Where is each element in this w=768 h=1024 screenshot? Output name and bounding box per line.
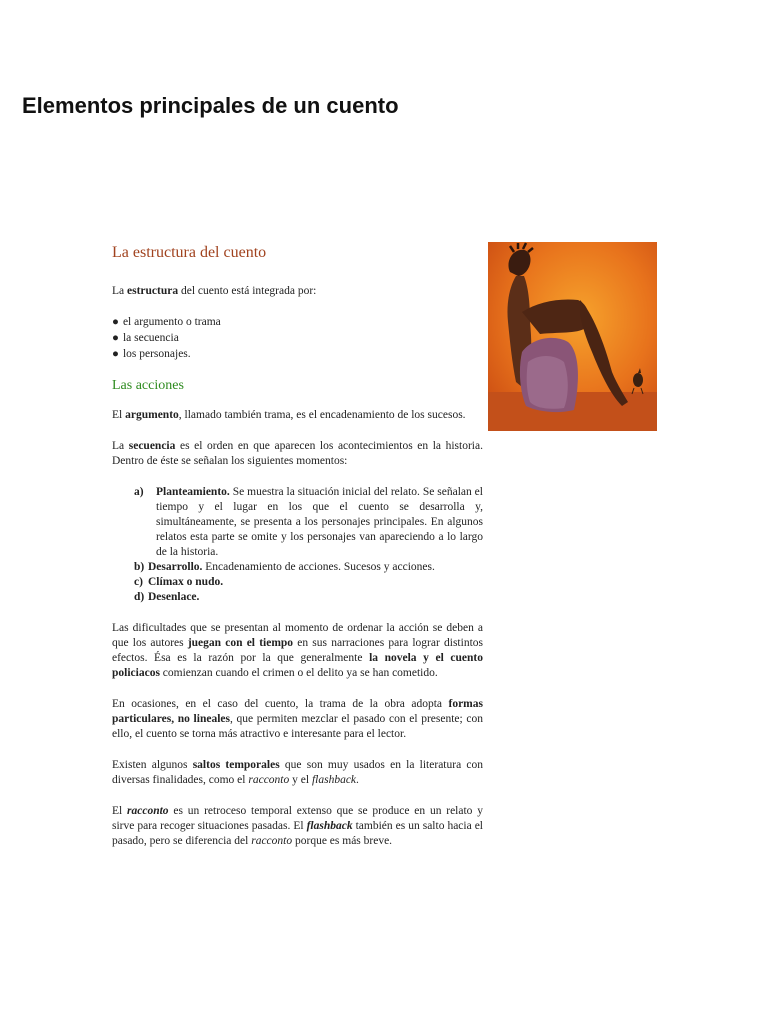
list-item: c) Clímax o nudo. xyxy=(134,576,224,588)
list-item: ● los personajes. xyxy=(112,348,191,360)
article-body xyxy=(112,242,483,849)
structure-list xyxy=(112,314,483,362)
formas-paragraph: En ocasiones, en el caso del cuento, la trama de la obra adopta formas particulares, no lineales, que permiten mezclar el pasado con el presente; con ello, el cuento se torna más atractivo e interesante para el lector. xyxy=(112,698,483,740)
page-title: Elementos principales de un cuento xyxy=(22,93,399,118)
list-item: ● el argumento o trama xyxy=(112,316,221,328)
story-illustration xyxy=(488,242,657,431)
racconto-paragraph: El racconto es un retroceso temporal extenso que se produce en un relato y sirve para recoger situaciones pasadas. El flashback también es un salto hacia el pasado, pero se diferencia del racconto porque es más breve. xyxy=(112,805,484,847)
actions-heading: Las acciones xyxy=(112,378,184,393)
list-item: ● la secuencia xyxy=(112,332,179,344)
structure-heading: La estructura del cuento xyxy=(112,244,267,261)
list-item: d) Desenlace. xyxy=(134,591,200,603)
list-item: a) Planteamiento. Se muestra la situación inicial del relato. Se señalan el tiempo y el lugar en los que el cuento se desarrolla y, simultáneamente, se presenta a los personajes principales. En algunos relatos esta parte se omite y los personajes van apareciendo a lo largo de la historia. xyxy=(134,486,483,558)
moments-list xyxy=(112,485,483,605)
tiempo-paragraph: Las dificultades que se presentan al momento de ordenar la acción se deben a que los autores juegan con el tiempo en sus narraciones para lograr distintos efectos. Ésa es la razón por la que generalmente la novela y el cuento policiacos comienzan cuando el crimen o el delito ya se han cometido. xyxy=(112,622,483,679)
saltos-paragraph: Existen algunos saltos temporales que son muy usados en la literatura con diversas finalidades, como el racconto y el flashback. xyxy=(112,759,483,786)
list-item: b) Desarrollo. Encadenamiento de acciones. Sucesos y acciones. xyxy=(134,561,435,573)
secuencia-paragraph: La secuencia es el orden en que aparecen los acontecimientos en la historia. Dentro de éste se señalan los siguientes momentos: xyxy=(112,440,483,467)
argumento-paragraph: El argumento, llamado también trama, es el encadenamiento de los sucesos. xyxy=(112,409,466,421)
structure-intro: La estructura del cuento está integrada por: xyxy=(112,285,317,297)
illustration-seated-figure xyxy=(488,242,657,431)
